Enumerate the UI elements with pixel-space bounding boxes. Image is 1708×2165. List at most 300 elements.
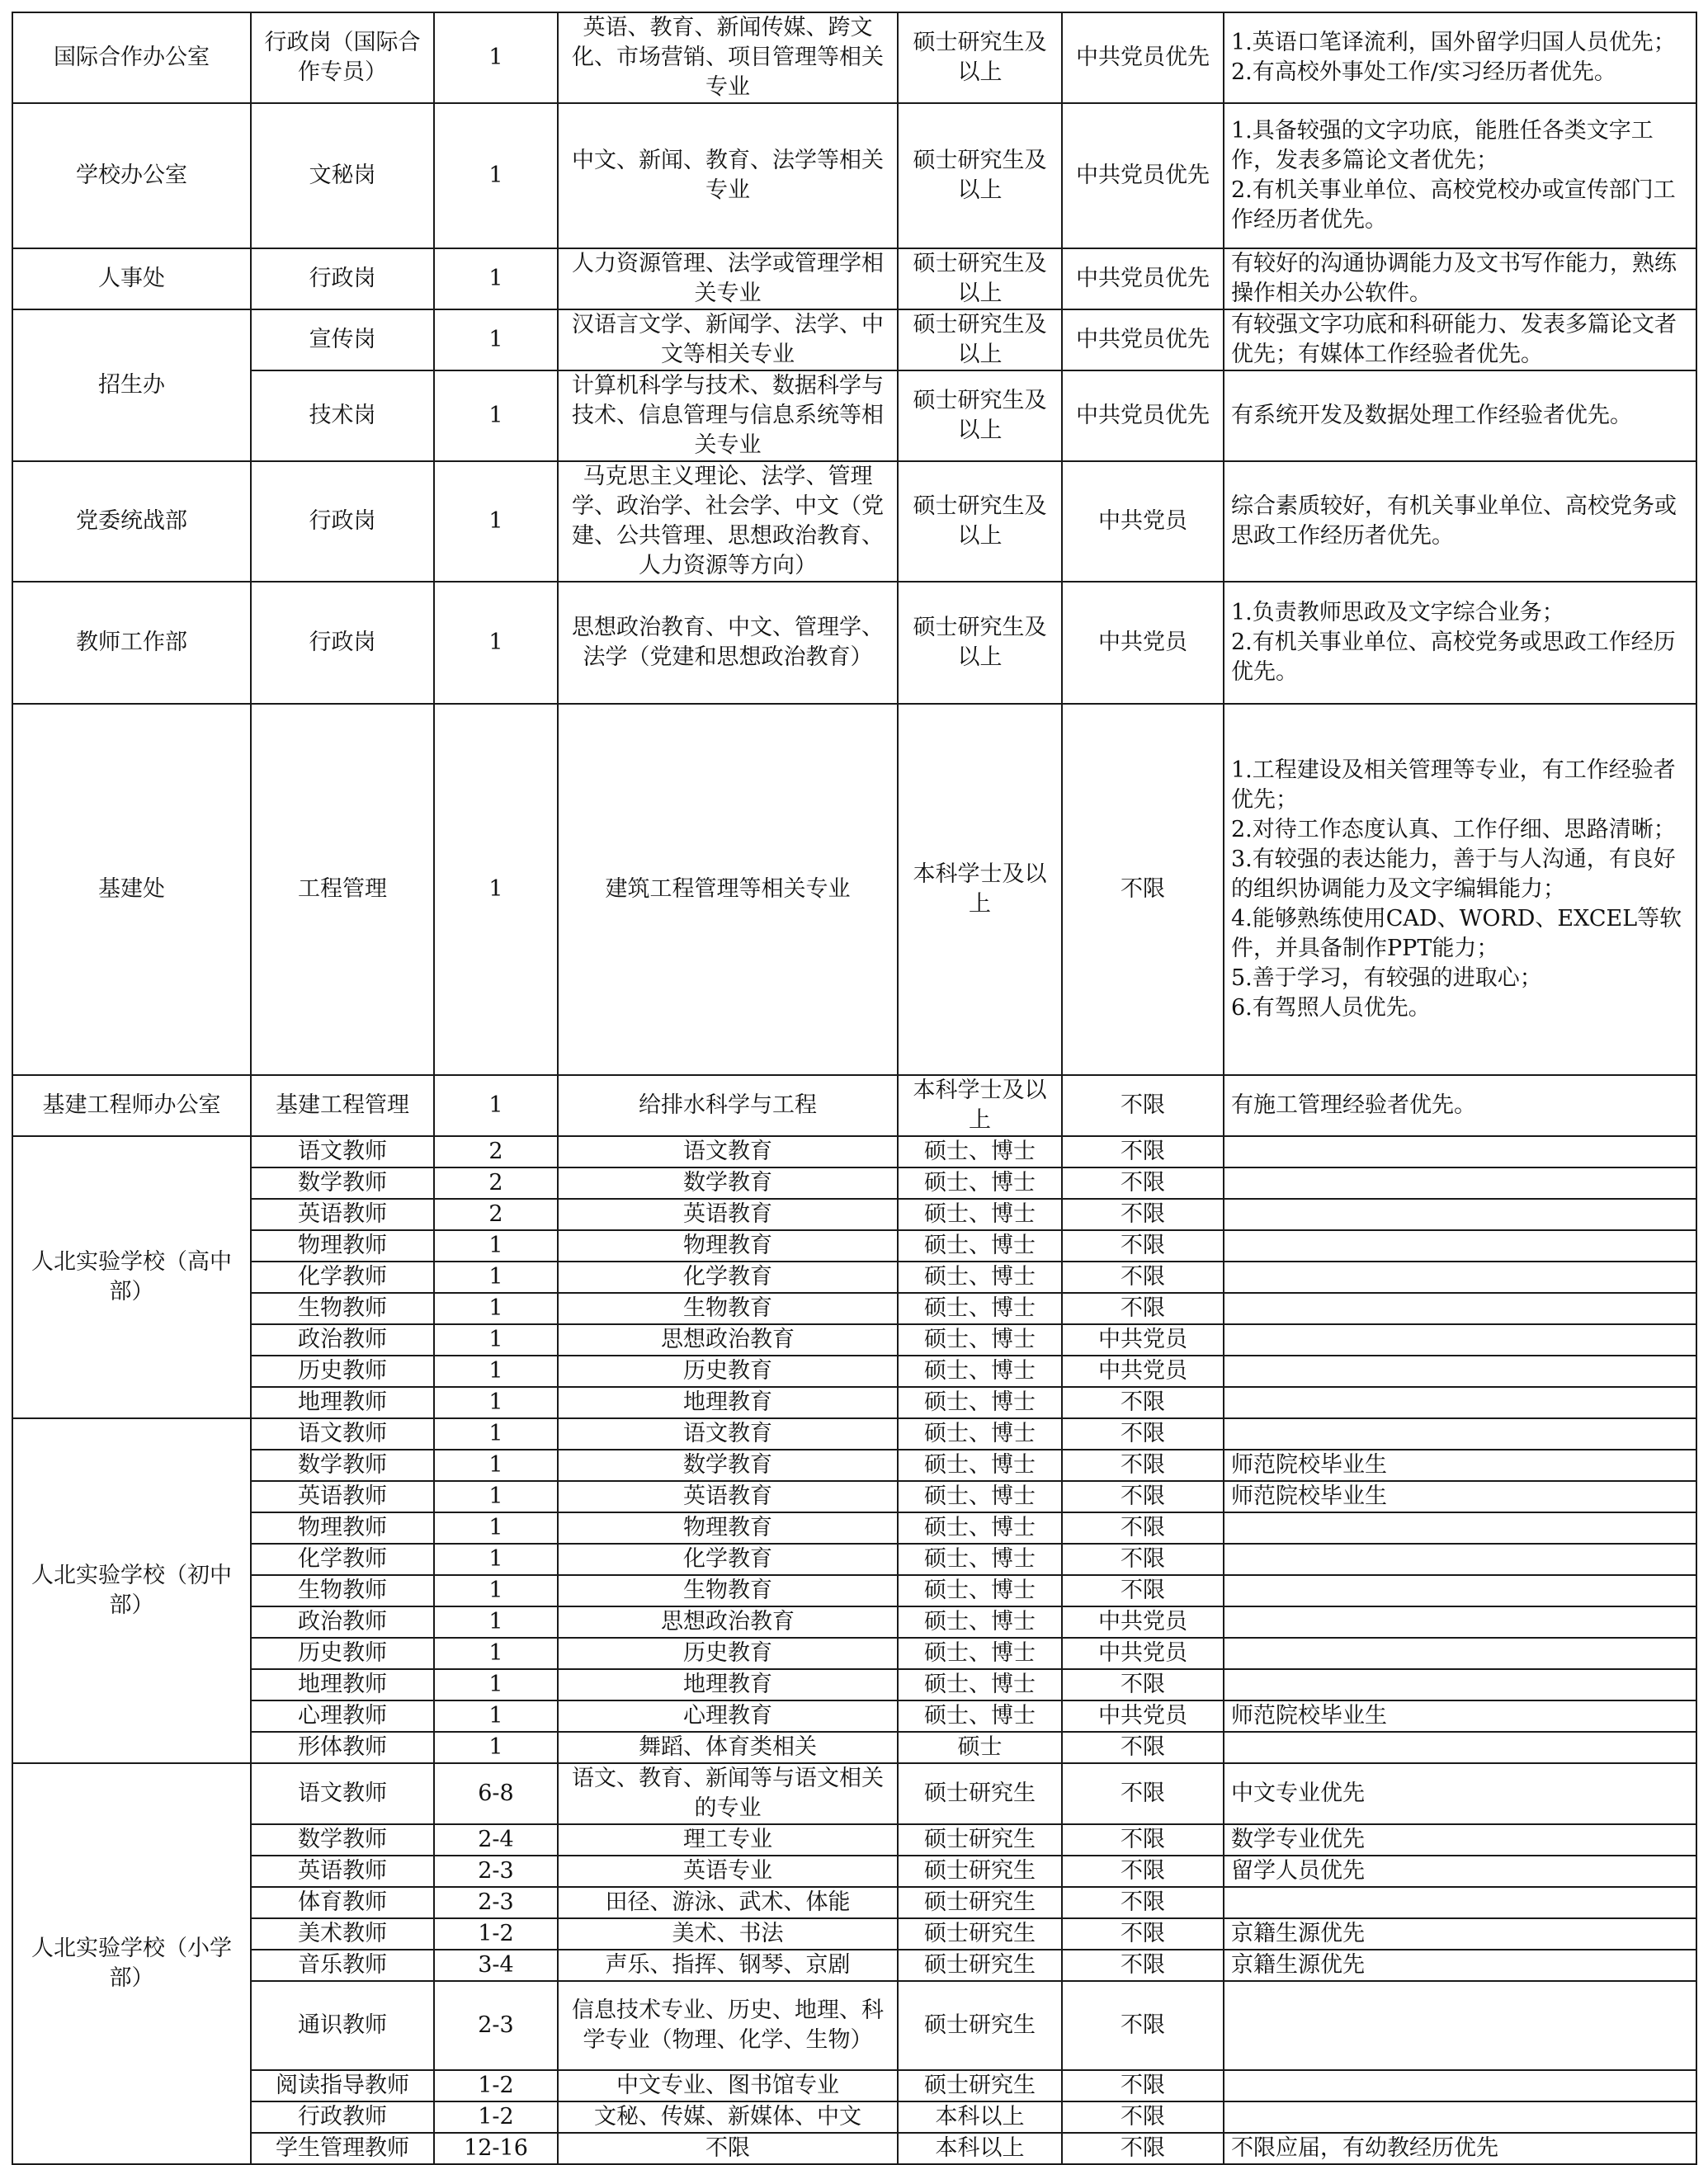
requirement-line: 有较强文字功底和科研能力、发表多篇论文者优先；有媒体工作经验者优先。 (1231, 312, 1677, 367)
post-cell: 基建工程管理 (251, 1075, 434, 1136)
education-cell: 硕士、博士 (898, 1512, 1062, 1544)
major-cell: 地理教育 (558, 1387, 898, 1418)
political-status-cell: 不限 (1062, 1167, 1224, 1199)
education-cell: 本科以上 (898, 2101, 1062, 2133)
post-cell: 行政岗 (251, 582, 434, 704)
post-cell: 物理教师 (251, 1230, 434, 1262)
headcount-cell: 1-2 (434, 1918, 558, 1950)
post-cell: 音乐教师 (251, 1950, 434, 1981)
major-cell: 英语教育 (558, 1199, 898, 1230)
headcount-cell: 1 (434, 248, 558, 309)
requirement-line: 中文专业优先 (1231, 1781, 1365, 1806)
table-row (12, 1669, 1696, 1700)
requirement-line: 京籍生源优先 (1231, 1952, 1365, 1978)
education-cell: 硕士研究生 (898, 1856, 1062, 1887)
post-cell: 行政教师 (251, 2101, 434, 2133)
table-row (12, 1512, 1696, 1544)
headcount-cell: 1-2 (434, 2070, 558, 2101)
education-cell: 硕士研究生 (898, 1918, 1062, 1950)
requirements-cell (1224, 1512, 1696, 1544)
political-status-cell: 不限 (1062, 1918, 1224, 1950)
major-cell: 美术、书法 (558, 1918, 898, 1950)
education-cell: 硕士、博士 (898, 1293, 1062, 1324)
major-cell: 思想政治教育 (558, 1324, 898, 1356)
major-cell: 物理教育 (558, 1230, 898, 1262)
major-cell: 理工专业 (558, 1824, 898, 1856)
requirement-line: 2.对待工作态度认真、工作仔细、思路清晰； (1231, 817, 1676, 842)
headcount-cell: 1 (434, 1075, 558, 1136)
requirements-cell (1224, 1606, 1696, 1638)
education-cell: 硕士研究生 (898, 1950, 1062, 1981)
political-status-cell: 不限 (1062, 1824, 1224, 1856)
major-cell: 生物教育 (558, 1293, 898, 1324)
education-cell: 硕士研究生 (898, 1981, 1062, 2070)
table-row (12, 1824, 1696, 1856)
table-row (12, 1167, 1696, 1199)
major-cell: 不限 (558, 2133, 898, 2164)
education-cell: 硕士、博士 (898, 1199, 1062, 1230)
headcount-cell: 2-3 (434, 1887, 558, 1918)
headcount-cell: 1 (434, 1606, 558, 1638)
post-cell: 形体教师 (251, 1732, 434, 1763)
post-cell: 地理教师 (251, 1387, 434, 1418)
major-cell: 英语专业 (558, 1856, 898, 1887)
education-cell: 硕士、博士 (898, 1230, 1062, 1262)
department-cell: 学校办公室 (12, 103, 251, 248)
table-row (12, 1075, 1696, 1136)
headcount-cell: 1 (434, 1262, 558, 1293)
headcount-cell: 1-2 (434, 2101, 558, 2133)
major-cell: 给排水科学与工程 (558, 1075, 898, 1136)
major-cell: 思想政治教育 (558, 1606, 898, 1638)
requirements-cell (1224, 2070, 1696, 2101)
headcount-cell: 1 (434, 1324, 558, 1356)
table-row (12, 704, 1696, 1075)
requirements-cell (1224, 1918, 1696, 1950)
headcount-cell: 1 (434, 1387, 558, 1418)
table-row (12, 1606, 1696, 1638)
major-cell: 计算机科学与技术、数据科学与技术、信息管理与信息系统等相关专业 (558, 370, 898, 461)
requirement-line: 1.具备较强的文字功底，能胜任各类文字工作，发表多篇论文者优先； (1231, 118, 1654, 173)
table-row (12, 461, 1696, 582)
post-cell: 通识教师 (251, 1981, 434, 2070)
political-status-cell: 不限 (1062, 1418, 1224, 1450)
major-cell: 建筑工程管理等相关专业 (558, 704, 898, 1075)
headcount-cell: 2 (434, 1136, 558, 1167)
post-cell: 文秘岗 (251, 103, 434, 248)
table-row (12, 248, 1696, 309)
requirement-line: 师范院校毕业生 (1231, 1483, 1387, 1509)
requirements-cell (1224, 2133, 1696, 2164)
education-cell: 硕士、博士 (898, 1324, 1062, 1356)
table-row (12, 103, 1696, 248)
education-cell: 硕士研究生及以上 (898, 248, 1062, 309)
requirements-cell (1224, 1638, 1696, 1669)
requirement-line: 师范院校毕业生 (1231, 1703, 1387, 1729)
post-cell: 行政岗（国际合作专员） (251, 12, 434, 103)
education-cell: 硕士研究生及以上 (898, 370, 1062, 461)
political-status-cell: 中共党员优先 (1062, 309, 1224, 370)
requirements-cell (1224, 1856, 1696, 1887)
headcount-cell: 1 (434, 1230, 558, 1262)
political-status-cell: 不限 (1062, 2101, 1224, 2133)
major-cell: 语文教育 (558, 1418, 898, 1450)
major-cell: 语文、教育、新闻等与语文相关的专业 (558, 1763, 898, 1824)
requirements-cell (1224, 1887, 1696, 1918)
department-cell: 党委统战部 (12, 461, 251, 582)
major-cell: 历史教育 (558, 1638, 898, 1669)
political-status-cell: 不限 (1062, 704, 1224, 1075)
table-row (12, 1136, 1696, 1167)
political-status-cell: 中共党员优先 (1062, 12, 1224, 103)
political-status-cell: 不限 (1062, 1544, 1224, 1575)
political-status-cell: 不限 (1062, 1199, 1224, 1230)
requirement-line: 不限应届，有幼教经历优先 (1231, 2135, 1498, 2161)
department-cell: 人事处 (12, 248, 251, 309)
education-cell: 硕士、博士 (898, 1450, 1062, 1481)
requirement-line: 有较好的沟通协调能力及文书写作能力，熟练操作相关办公软件。 (1231, 251, 1677, 306)
table-row (12, 1230, 1696, 1262)
requirements-cell (1224, 1700, 1696, 1732)
major-cell: 心理教育 (558, 1700, 898, 1732)
table-body (12, 12, 1696, 2164)
requirement-line: 2.有高校外事处工作/实习经历者优先。 (1231, 59, 1616, 85)
major-cell: 中文、新闻、教育、法学等相关专业 (558, 103, 898, 248)
headcount-cell: 1 (434, 370, 558, 461)
table-row (12, 1356, 1696, 1387)
requirements-cell (1224, 1167, 1696, 1199)
table-row (12, 309, 1696, 370)
political-status-cell: 不限 (1062, 1763, 1224, 1824)
post-cell: 心理教师 (251, 1700, 434, 1732)
table-row (12, 582, 1696, 704)
education-cell: 硕士、博士 (898, 1700, 1062, 1732)
headcount-cell: 1 (434, 1638, 558, 1669)
education-cell: 硕士研究生及以上 (898, 309, 1062, 370)
post-cell: 阅读指导教师 (251, 2070, 434, 2101)
major-cell: 思想政治教育、中文、管理学、法学（党建和思想政治教育） (558, 582, 898, 704)
political-status-cell: 不限 (1062, 1262, 1224, 1293)
table-row (12, 1387, 1696, 1418)
requirements-cell (1224, 1669, 1696, 1700)
requirements-cell (1224, 1262, 1696, 1293)
education-cell: 本科以上 (898, 2133, 1062, 2164)
department-cell: 招生办 (12, 309, 251, 461)
major-cell: 数学教育 (558, 1167, 898, 1199)
education-cell: 硕士、博士 (898, 1387, 1062, 1418)
education-cell: 硕士 (898, 1732, 1062, 1763)
political-status-cell: 不限 (1062, 1293, 1224, 1324)
requirement-line: 3.有较强的表达能力，善于与人沟通，有良好的组织协调能力及文字编辑能力； (1231, 847, 1676, 902)
post-cell: 行政岗 (251, 248, 434, 309)
headcount-cell: 1 (434, 704, 558, 1075)
requirements-cell (1224, 1075, 1696, 1136)
political-status-cell: 中共党员 (1062, 1324, 1224, 1356)
political-status-cell: 不限 (1062, 1230, 1224, 1262)
education-cell: 硕士、博士 (898, 1544, 1062, 1575)
education-cell: 硕士研究生及以上 (898, 582, 1062, 704)
table-row (12, 2133, 1696, 2164)
major-cell: 人力资源管理、法学或管理学相关专业 (558, 248, 898, 309)
political-status-cell: 不限 (1062, 1669, 1224, 1700)
political-status-cell: 不限 (1062, 1732, 1224, 1763)
requirements-cell (1224, 1293, 1696, 1324)
education-cell: 硕士研究生及以上 (898, 103, 1062, 248)
post-cell: 宣传岗 (251, 309, 434, 370)
requirement-line: 2.有机关事业单位、高校党校办或宣传部门工作经历者优先。 (1231, 177, 1676, 233)
department-cell: 人北实验学校（初中部） (12, 1418, 251, 1763)
headcount-cell: 1 (434, 461, 558, 582)
headcount-cell: 1 (434, 1732, 558, 1763)
education-cell: 硕士研究生 (898, 1763, 1062, 1824)
major-cell: 物理教育 (558, 1512, 898, 1544)
requirement-line: 1.负责教师思政及文字综合业务； (1231, 600, 1564, 625)
headcount-cell: 1 (434, 1450, 558, 1481)
major-cell: 声乐、指挥、钢琴、京剧 (558, 1950, 898, 1981)
department-cell: 教师工作部 (12, 582, 251, 704)
post-cell: 化学教师 (251, 1544, 434, 1575)
political-status-cell: 不限 (1062, 1136, 1224, 1167)
table-row (12, 1981, 1696, 2070)
table-row (12, 1638, 1696, 1669)
political-status-cell: 中共党员优先 (1062, 370, 1224, 461)
education-cell: 硕士、博士 (898, 1638, 1062, 1669)
political-status-cell: 不限 (1062, 2133, 1224, 2164)
major-cell: 地理教育 (558, 1669, 898, 1700)
requirement-line: 有系统开发及数据处理工作经验者优先。 (1231, 403, 1632, 428)
requirements-cell (1224, 1136, 1696, 1167)
post-cell: 地理教师 (251, 1669, 434, 1700)
department-cell: 人北实验学校（小学部） (12, 1763, 251, 2164)
education-cell: 硕士、博士 (898, 1356, 1062, 1387)
major-cell: 数学教育 (558, 1450, 898, 1481)
requirements-cell (1224, 1356, 1696, 1387)
table-row (12, 1262, 1696, 1293)
requirements-cell (1224, 1763, 1696, 1824)
education-cell: 本科学士及以上 (898, 704, 1062, 1075)
requirements-cell (1224, 1387, 1696, 1418)
political-status-cell: 中共党员优先 (1062, 103, 1224, 248)
requirement-line: 5.善于学习，有较强的进取心； (1231, 965, 1542, 991)
table-row (12, 1199, 1696, 1230)
education-cell: 硕士研究生 (898, 1887, 1062, 1918)
major-cell: 生物教育 (558, 1575, 898, 1606)
post-cell: 生物教师 (251, 1293, 434, 1324)
education-cell: 硕士、博士 (898, 1136, 1062, 1167)
political-status-cell: 不限 (1062, 1950, 1224, 1981)
post-cell: 英语教师 (251, 1199, 434, 1230)
table-row (12, 1700, 1696, 1732)
post-cell: 行政岗 (251, 461, 434, 582)
requirements-cell (1224, 103, 1696, 248)
education-cell: 硕士研究生 (898, 1824, 1062, 1856)
headcount-cell: 2-3 (434, 1856, 558, 1887)
table-row (12, 1544, 1696, 1575)
requirements-cell (1224, 1544, 1696, 1575)
requirement-line: 师范院校毕业生 (1231, 1452, 1387, 1478)
requirements-cell (1224, 370, 1696, 461)
requirements-cell (1224, 1324, 1696, 1356)
requirements-cell (1224, 1732, 1696, 1763)
post-cell: 语文教师 (251, 1136, 434, 1167)
headcount-cell: 2 (434, 1167, 558, 1199)
table-row (12, 12, 1696, 103)
major-cell: 英语、教育、新闻传媒、跨文化、市场营销、项目管理等相关专业 (558, 12, 898, 103)
education-cell: 硕士、博士 (898, 1167, 1062, 1199)
education-cell: 硕士、博士 (898, 1418, 1062, 1450)
major-cell: 历史教育 (558, 1356, 898, 1387)
political-status-cell: 不限 (1062, 1387, 1224, 1418)
requirement-line: 留学人员优先 (1231, 1858, 1365, 1884)
headcount-cell: 1 (434, 1700, 558, 1732)
requirements-cell (1224, 1418, 1696, 1450)
political-status-cell: 中共党员 (1062, 1356, 1224, 1387)
political-status-cell: 不限 (1062, 1887, 1224, 1918)
recruitment-table (12, 12, 1697, 2165)
education-cell: 硕士、博士 (898, 1669, 1062, 1700)
post-cell: 语文教师 (251, 1418, 434, 1450)
requirements-cell (1224, 2101, 1696, 2133)
post-cell: 英语教师 (251, 1856, 434, 1887)
education-cell: 硕士研究生及以上 (898, 461, 1062, 582)
major-cell: 语文教育 (558, 1136, 898, 1167)
headcount-cell: 1 (434, 1575, 558, 1606)
headcount-cell: 1 (434, 1293, 558, 1324)
requirements-cell (1224, 12, 1696, 103)
post-cell: 英语教师 (251, 1481, 434, 1512)
table-row (12, 1418, 1696, 1450)
political-status-cell: 不限 (1062, 1575, 1224, 1606)
political-status-cell: 不限 (1062, 2070, 1224, 2101)
major-cell: 信息技术专业、历史、地理、科学专业（物理、化学、生物） (558, 1981, 898, 2070)
table-row (12, 2101, 1696, 2133)
major-cell: 汉语言文学、新闻学、法学、中文等相关专业 (558, 309, 898, 370)
requirement-line: 2.有机关事业单位、高校党务或思政工作经历优先。 (1231, 630, 1676, 685)
major-cell: 舞蹈、体育类相关 (558, 1732, 898, 1763)
major-cell: 化学教育 (558, 1262, 898, 1293)
headcount-cell: 1 (434, 309, 558, 370)
requirements-cell (1224, 1450, 1696, 1481)
table-row (12, 370, 1696, 461)
post-cell: 历史教师 (251, 1356, 434, 1387)
political-status-cell: 不限 (1062, 1512, 1224, 1544)
post-cell: 工程管理 (251, 704, 434, 1075)
education-cell: 硕士、博士 (898, 1262, 1062, 1293)
post-cell: 数学教师 (251, 1450, 434, 1481)
headcount-cell: 1 (434, 1512, 558, 1544)
headcount-cell: 2-4 (434, 1824, 558, 1856)
major-cell: 中文专业、图书馆专业 (558, 2070, 898, 2101)
headcount-cell: 3-4 (434, 1950, 558, 1981)
major-cell: 马克思主义理论、法学、管理学、政治学、社会学、中文（党建、公共管理、思想政治教育、人力资源等方向） (558, 461, 898, 582)
education-cell: 硕士、博士 (898, 1575, 1062, 1606)
post-cell: 政治教师 (251, 1324, 434, 1356)
political-status-cell: 中共党员优先 (1062, 248, 1224, 309)
headcount-cell: 1 (434, 1544, 558, 1575)
table-row (12, 1887, 1696, 1918)
table-row (12, 1450, 1696, 1481)
requirements-cell (1224, 1575, 1696, 1606)
education-cell: 硕士、博士 (898, 1481, 1062, 1512)
table-row (12, 2070, 1696, 2101)
requirement-line: 1.工程建设及相关管理等专业，有工作经验者优先； (1231, 757, 1676, 813)
major-cell: 田径、游泳、武术、体能 (558, 1887, 898, 1918)
table-row (12, 1918, 1696, 1950)
political-status-cell: 不限 (1062, 1075, 1224, 1136)
post-cell: 历史教师 (251, 1638, 434, 1669)
political-status-cell: 不限 (1062, 1856, 1224, 1887)
table-row (12, 1293, 1696, 1324)
headcount-cell: 2-3 (434, 1981, 558, 2070)
table-row (12, 1763, 1696, 1824)
post-cell: 政治教师 (251, 1606, 434, 1638)
post-cell: 生物教师 (251, 1575, 434, 1606)
headcount-cell: 6-8 (434, 1763, 558, 1824)
headcount-cell: 1 (434, 103, 558, 248)
political-status-cell: 中共党员 (1062, 1606, 1224, 1638)
post-cell: 数学教师 (251, 1167, 434, 1199)
headcount-cell: 1 (434, 12, 558, 103)
political-status-cell: 不限 (1062, 1481, 1224, 1512)
major-cell: 文秘、传媒、新媒体、中文 (558, 2101, 898, 2133)
requirements-cell (1224, 1981, 1696, 2070)
headcount-cell: 1 (434, 1356, 558, 1387)
table-row (12, 1950, 1696, 1981)
requirements-cell (1224, 1950, 1696, 1981)
table-row (12, 1732, 1696, 1763)
table-row (12, 1324, 1696, 1356)
requirements-cell (1224, 1481, 1696, 1512)
headcount-cell: 1 (434, 1418, 558, 1450)
table-row (12, 1575, 1696, 1606)
table-row (12, 1856, 1696, 1887)
post-cell: 技术岗 (251, 370, 434, 461)
major-cell: 英语教育 (558, 1481, 898, 1512)
requirements-cell (1224, 1824, 1696, 1856)
post-cell: 语文教师 (251, 1763, 434, 1824)
department-cell: 国际合作办公室 (12, 12, 251, 103)
headcount-cell: 12-16 (434, 2133, 558, 2164)
department-cell: 基建处 (12, 704, 251, 1075)
requirements-cell (1224, 582, 1696, 704)
education-cell: 硕士研究生及以上 (898, 12, 1062, 103)
requirements-cell (1224, 309, 1696, 370)
headcount-cell: 1 (434, 1481, 558, 1512)
education-cell: 本科学士及以上 (898, 1075, 1062, 1136)
political-status-cell: 中共党员 (1062, 582, 1224, 704)
political-status-cell: 不限 (1062, 1981, 1224, 2070)
requirement-line: 4.能够熟练使用CAD、WORD、EXCEL等软件，并具备制作PPT能力； (1231, 906, 1682, 961)
political-status-cell: 中共党员 (1062, 1638, 1224, 1669)
requirement-line: 京籍生源优先 (1231, 1921, 1365, 1946)
political-status-cell: 中共党员 (1062, 461, 1224, 582)
table-row (12, 1481, 1696, 1512)
political-status-cell: 不限 (1062, 1450, 1224, 1481)
requirements-cell (1224, 1230, 1696, 1262)
department-cell: 基建工程师办公室 (12, 1075, 251, 1136)
headcount-cell: 2 (434, 1199, 558, 1230)
requirement-line: 有施工管理经验者优先。 (1231, 1092, 1476, 1118)
headcount-cell: 1 (434, 1669, 558, 1700)
post-cell: 物理教师 (251, 1512, 434, 1544)
requirements-cell (1224, 248, 1696, 309)
requirements-cell (1224, 1199, 1696, 1230)
requirement-line: 数学专业优先 (1231, 1827, 1365, 1852)
requirements-cell (1224, 461, 1696, 582)
post-cell: 化学教师 (251, 1262, 434, 1293)
post-cell: 学生管理教师 (251, 2133, 434, 2164)
education-cell: 硕士研究生 (898, 2070, 1062, 2101)
